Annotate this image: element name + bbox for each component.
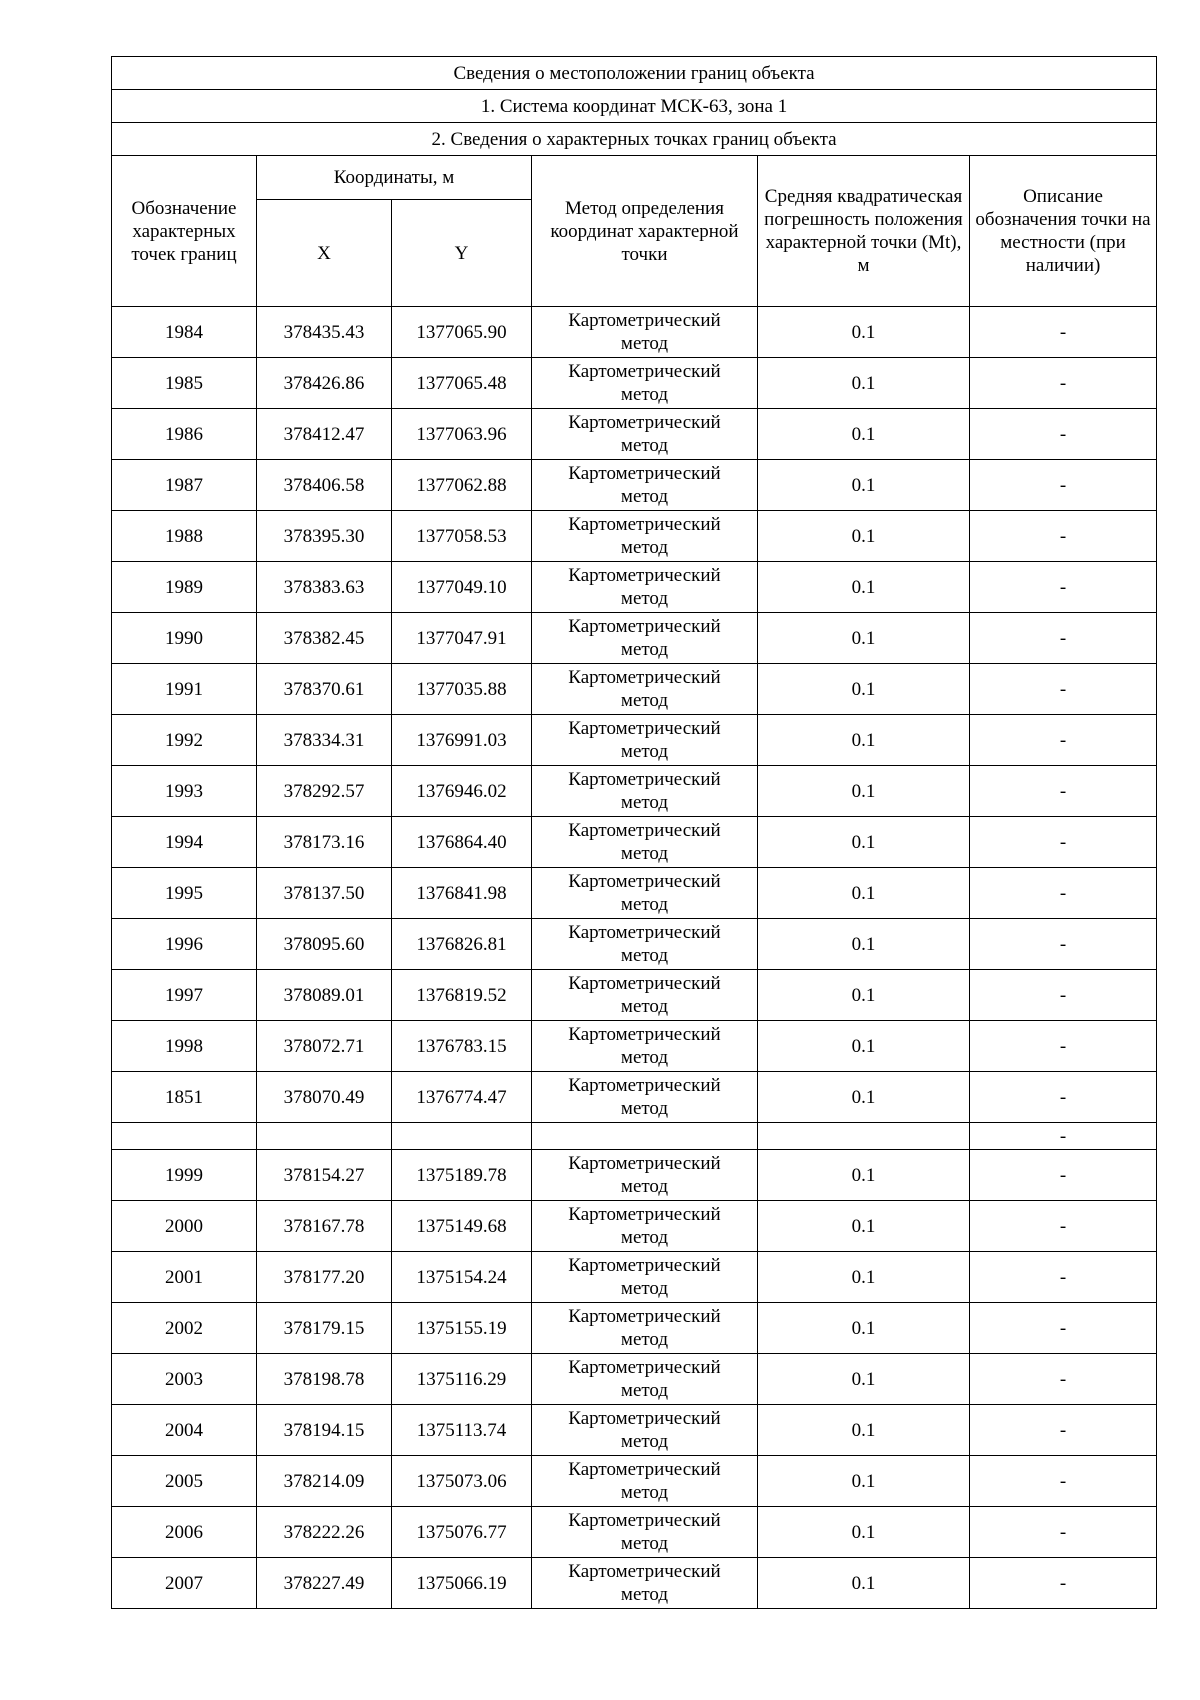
method-line-2: метод	[620, 1227, 669, 1248]
method-line-1: Картометрический	[568, 412, 721, 433]
y-cell: 1376991.03	[392, 715, 532, 766]
point-cell: 1998	[112, 1021, 257, 1072]
y-cell: 1377035.88	[392, 664, 532, 715]
table-row	[112, 664, 1157, 715]
header-y: Y	[392, 200, 532, 307]
table-row	[112, 1405, 1157, 1456]
description-cell: -	[970, 460, 1157, 511]
method-line-2: метод	[620, 1329, 669, 1350]
x-cell: 378222.26	[257, 1507, 392, 1558]
point-cell: 1993	[112, 766, 257, 817]
method-line-1: Картометрический	[568, 565, 721, 586]
table-row	[112, 715, 1157, 766]
method-line-1: Картометрический	[568, 667, 721, 688]
method-line-2: метод	[620, 1278, 669, 1299]
error-cell: 0.1	[758, 562, 970, 613]
method-cell	[532, 1507, 758, 1558]
point-cell: 1989	[112, 562, 257, 613]
x-cell: 378214.09	[257, 1456, 392, 1507]
error-cell: 0.1	[758, 817, 970, 868]
error-cell: 0.1	[758, 664, 970, 715]
error-cell: 0.1	[758, 766, 970, 817]
table-row	[112, 919, 1157, 970]
error-cell: 0.1	[758, 1456, 970, 1507]
table-row	[112, 1201, 1157, 1252]
point-cell: 2005	[112, 1456, 257, 1507]
y-cell: 1376774.47	[392, 1072, 532, 1123]
table-row	[112, 1123, 1157, 1150]
method-cell	[532, 919, 758, 970]
point-cell: 1995	[112, 868, 257, 919]
method-line-2: метод	[620, 792, 669, 813]
method-cell	[532, 460, 758, 511]
method-line-1: Картометрический	[568, 820, 721, 841]
error-cell: 0.1	[758, 1354, 970, 1405]
table-row	[112, 766, 1157, 817]
point-cell: 1986	[112, 409, 257, 460]
x-cell: 378292.57	[257, 766, 392, 817]
method-cell	[532, 358, 758, 409]
table-row	[112, 460, 1157, 511]
method-cell	[532, 970, 758, 1021]
error-cell: 0.1	[758, 715, 970, 766]
method-line-1: Картометрический	[568, 1357, 721, 1378]
method-line-1: Картометрический	[568, 514, 721, 535]
method-cell	[532, 1354, 758, 1405]
y-cell: 1377058.53	[392, 511, 532, 562]
x-cell: 378198.78	[257, 1354, 392, 1405]
table-row	[112, 613, 1157, 664]
x-cell: 378089.01	[257, 970, 392, 1021]
error-cell: 0.1	[758, 409, 970, 460]
method-line-2: метод	[620, 894, 669, 915]
point-cell: 2004	[112, 1405, 257, 1456]
method-line-2: метод	[620, 588, 669, 609]
method-cell	[532, 868, 758, 919]
header-point: Обозначение характерных точек границ	[112, 156, 257, 307]
method-cell	[532, 307, 758, 358]
method-line-2: метод	[620, 1482, 669, 1503]
x-cell: 378406.58	[257, 460, 392, 511]
method-line-1: Картометрический	[568, 1153, 721, 1174]
y-cell: 1376864.40	[392, 817, 532, 868]
method-line-2: метод	[620, 690, 669, 711]
table-row	[112, 1354, 1157, 1405]
table-row	[112, 817, 1157, 868]
description-cell: -	[970, 1150, 1157, 1201]
y-cell: 1375149.68	[392, 1201, 532, 1252]
table-row	[112, 1072, 1157, 1123]
method-line-1: Картометрический	[568, 310, 721, 331]
method-line-1: Картометрический	[568, 871, 721, 892]
point-cell: 2007	[112, 1558, 257, 1609]
method-cell	[532, 1150, 758, 1201]
method-cell	[532, 1021, 758, 1072]
header-error: Средняя квадратическая погрешность положения характерной точки (Mt), м	[758, 156, 970, 307]
point-cell: 2002	[112, 1303, 257, 1354]
y-cell: 1376783.15	[392, 1021, 532, 1072]
method-line-1: Картометрический	[568, 1075, 721, 1096]
point-cell: 1992	[112, 715, 257, 766]
error-cell: 0.1	[758, 1252, 970, 1303]
method-line-2: метод	[620, 1533, 669, 1554]
error-cell: 0.1	[758, 970, 970, 1021]
description-cell: -	[970, 817, 1157, 868]
method-cell	[532, 409, 758, 460]
method-line-1: Картометрический	[568, 463, 721, 484]
method-line-2: метод	[620, 945, 669, 966]
description-cell: -	[970, 766, 1157, 817]
table-row	[112, 358, 1157, 409]
method-line-1: Картометрический	[568, 1408, 721, 1429]
table-row	[112, 1021, 1157, 1072]
y-cell: 1377062.88	[392, 460, 532, 511]
x-cell: 378435.43	[257, 307, 392, 358]
description-cell: -	[970, 409, 1157, 460]
description-cell: -	[970, 1558, 1157, 1609]
point-cell: 1994	[112, 817, 257, 868]
description-cell: -	[970, 715, 1157, 766]
method-cell	[532, 1201, 758, 1252]
error-cell: 0.1	[758, 1405, 970, 1456]
table-row	[112, 511, 1157, 562]
error-cell: 0.1	[758, 460, 970, 511]
document-page	[111, 56, 1156, 1609]
error-cell: 0.1	[758, 1150, 970, 1201]
point-cell: 1985	[112, 358, 257, 409]
point-cell: 1997	[112, 970, 257, 1021]
method-line-1: Картометрический	[568, 922, 721, 943]
header-coordinates: Координаты, м	[257, 156, 532, 200]
y-cell: 1377065.90	[392, 307, 532, 358]
method-cell	[532, 511, 758, 562]
error-cell: 0.1	[758, 1507, 970, 1558]
table-row	[112, 1456, 1157, 1507]
method-line-2: метод	[620, 1380, 669, 1401]
method-line-1: Картометрический	[568, 718, 721, 739]
point-cell: 2006	[112, 1507, 257, 1558]
error-cell: 0.1	[758, 613, 970, 664]
method-line-2: метод	[620, 639, 669, 660]
y-cell: 1377065.48	[392, 358, 532, 409]
description-cell: -	[970, 664, 1157, 715]
table-row	[112, 1252, 1157, 1303]
error-cell: 0.1	[758, 1303, 970, 1354]
error-cell: 0.1	[758, 868, 970, 919]
y-cell: 1375073.06	[392, 1456, 532, 1507]
description-cell: -	[970, 307, 1157, 358]
y-cell: 1377047.91	[392, 613, 532, 664]
x-cell: 378412.47	[257, 409, 392, 460]
method-line-1: Картометрический	[568, 1510, 721, 1531]
section-title: 2. Сведения о характерных точках границ объекта	[112, 123, 1157, 156]
description-cell: -	[970, 511, 1157, 562]
method-line-2: метод	[620, 741, 669, 762]
error-cell: 0.1	[758, 511, 970, 562]
point-cell	[112, 1123, 257, 1150]
method-line-1: Картометрический	[568, 769, 721, 790]
y-cell: 1375066.19	[392, 1558, 532, 1609]
coordinate-system: 1. Система координат МСК-63, зона 1	[112, 90, 1157, 123]
point-cell: 1851	[112, 1072, 257, 1123]
method-line-1: Картометрический	[568, 361, 721, 382]
description-cell: -	[970, 1252, 1157, 1303]
method-line-2: метод	[620, 537, 669, 558]
x-cell: 378070.49	[257, 1072, 392, 1123]
method-line-1: Картометрический	[568, 1306, 721, 1327]
x-cell: 378383.63	[257, 562, 392, 613]
description-cell: -	[970, 1021, 1157, 1072]
method-line-2: метод	[620, 486, 669, 507]
description-cell: -	[970, 1072, 1157, 1123]
table-row	[112, 307, 1157, 358]
method-cell	[532, 1072, 758, 1123]
y-cell: 1377063.96	[392, 409, 532, 460]
description-cell: -	[970, 613, 1157, 664]
y-cell: 1375113.74	[392, 1405, 532, 1456]
y-cell	[392, 1123, 532, 1150]
method-line-1: Картометрический	[568, 1204, 721, 1225]
method-line-2: метод	[620, 843, 669, 864]
x-cell: 378137.50	[257, 868, 392, 919]
point-cell: 1984	[112, 307, 257, 358]
x-cell: 378426.86	[257, 358, 392, 409]
description-cell: -	[970, 1201, 1157, 1252]
x-cell: 378179.15	[257, 1303, 392, 1354]
table-row	[112, 1558, 1157, 1609]
method-cell	[532, 1252, 758, 1303]
method-cell	[532, 664, 758, 715]
description-cell: -	[970, 970, 1157, 1021]
y-cell: 1375155.19	[392, 1303, 532, 1354]
x-cell: 378370.61	[257, 664, 392, 715]
x-cell	[257, 1123, 392, 1150]
description-cell: -	[970, 1507, 1157, 1558]
x-cell: 378334.31	[257, 715, 392, 766]
error-cell: 0.1	[758, 919, 970, 970]
x-cell: 378177.20	[257, 1252, 392, 1303]
method-cell	[532, 1303, 758, 1354]
method-line-2: метод	[620, 1176, 669, 1197]
table-row	[112, 868, 1157, 919]
point-cell: 1987	[112, 460, 257, 511]
table-row	[112, 562, 1157, 613]
point-cell: 2003	[112, 1354, 257, 1405]
method-cell	[532, 1558, 758, 1609]
method-line-2: метод	[620, 1431, 669, 1452]
table-row	[112, 1303, 1157, 1354]
method-line-2: метод	[620, 435, 669, 456]
header-x: X	[257, 200, 392, 307]
x-cell: 378072.71	[257, 1021, 392, 1072]
error-cell: 0.1	[758, 358, 970, 409]
error-cell: 0.1	[758, 1558, 970, 1609]
header-description: Описание обозначения точки на местности (при наличии)	[970, 156, 1157, 307]
error-cell: 0.1	[758, 1072, 970, 1123]
method-cell	[532, 1123, 758, 1150]
description-cell: -	[970, 868, 1157, 919]
y-cell: 1375076.77	[392, 1507, 532, 1558]
method-cell	[532, 817, 758, 868]
x-cell: 378194.15	[257, 1405, 392, 1456]
description-cell: -	[970, 1123, 1157, 1150]
method-line-1: Картометрический	[568, 1255, 721, 1276]
point-cell: 1999	[112, 1150, 257, 1201]
method-line-1: Картометрический	[568, 1459, 721, 1480]
x-cell: 378154.27	[257, 1150, 392, 1201]
description-cell: -	[970, 1405, 1157, 1456]
y-cell: 1375154.24	[392, 1252, 532, 1303]
method-line-2: метод	[620, 384, 669, 405]
method-cell	[532, 715, 758, 766]
y-cell: 1376826.81	[392, 919, 532, 970]
y-cell: 1375116.29	[392, 1354, 532, 1405]
method-cell	[532, 1405, 758, 1456]
x-cell: 378167.78	[257, 1201, 392, 1252]
method-cell	[532, 562, 758, 613]
y-cell: 1375189.78	[392, 1150, 532, 1201]
boundary-points-table	[111, 56, 1157, 1609]
description-cell: -	[970, 1354, 1157, 1405]
point-cell: 1990	[112, 613, 257, 664]
table-row	[112, 970, 1157, 1021]
description-cell: -	[970, 919, 1157, 970]
x-cell: 378395.30	[257, 511, 392, 562]
x-cell: 378095.60	[257, 919, 392, 970]
point-cell: 2000	[112, 1201, 257, 1252]
method-cell	[532, 766, 758, 817]
description-cell: -	[970, 1303, 1157, 1354]
table-row	[112, 1507, 1157, 1558]
y-cell: 1376841.98	[392, 868, 532, 919]
method-line-2: метод	[620, 333, 669, 354]
point-cell: 2001	[112, 1252, 257, 1303]
description-cell: -	[970, 562, 1157, 613]
method-line-1: Картометрический	[568, 973, 721, 994]
table-row	[112, 1150, 1157, 1201]
table-row	[112, 409, 1157, 460]
header-method: Метод определения координат характерной точки	[532, 156, 758, 307]
y-cell: 1376946.02	[392, 766, 532, 817]
point-cell: 1991	[112, 664, 257, 715]
point-cell: 1988	[112, 511, 257, 562]
method-line-2: метод	[620, 996, 669, 1017]
table-title: Сведения о местоположении границ объекта	[112, 57, 1157, 90]
method-line-1: Картометрический	[568, 1561, 721, 1582]
point-cell: 1996	[112, 919, 257, 970]
error-cell	[758, 1123, 970, 1150]
method-line-2: метод	[620, 1047, 669, 1068]
method-line-2: метод	[620, 1098, 669, 1119]
error-cell: 0.1	[758, 1021, 970, 1072]
error-cell: 0.1	[758, 307, 970, 358]
method-line-2: метод	[620, 1584, 669, 1605]
y-cell: 1377049.10	[392, 562, 532, 613]
method-line-1: Картометрический	[568, 1024, 721, 1045]
description-cell: -	[970, 1456, 1157, 1507]
description-cell: -	[970, 358, 1157, 409]
method-line-1: Картометрический	[568, 616, 721, 637]
x-cell: 378173.16	[257, 817, 392, 868]
error-cell: 0.1	[758, 1201, 970, 1252]
method-cell	[532, 1456, 758, 1507]
method-cell	[532, 613, 758, 664]
x-cell: 378227.49	[257, 1558, 392, 1609]
y-cell: 1376819.52	[392, 970, 532, 1021]
x-cell: 378382.45	[257, 613, 392, 664]
